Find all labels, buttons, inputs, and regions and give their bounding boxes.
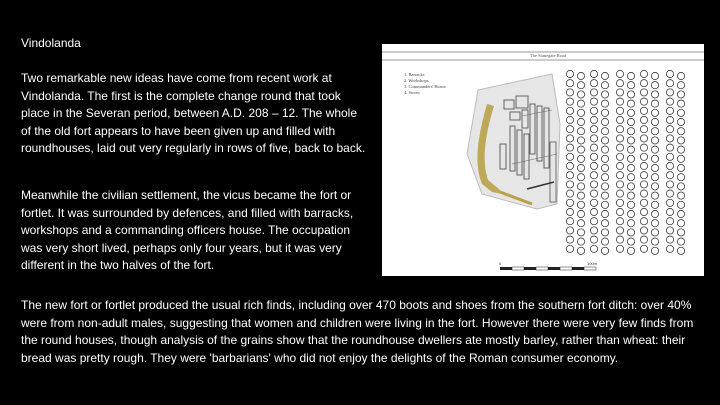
roundhouse (627, 155, 634, 162)
roundhouse (601, 183, 608, 190)
roundhouse (627, 164, 634, 171)
roundhouse (616, 172, 623, 179)
roundhouse (677, 146, 684, 153)
roundhouse (566, 135, 573, 142)
roundhouse (651, 72, 658, 79)
roundhouse (640, 245, 647, 252)
legend-item-commanders-house: 3. Commanders' House (404, 84, 446, 89)
roundhouse (601, 238, 608, 245)
roundhouse (651, 118, 658, 125)
roundhouse (651, 174, 658, 181)
roundhouse (651, 238, 658, 245)
roundhouse (677, 82, 684, 89)
roundhouse (616, 153, 623, 160)
roundhouse (566, 162, 573, 169)
roundhouse (590, 181, 597, 188)
roundhouse (616, 107, 623, 114)
roundhouse (651, 137, 658, 144)
roundhouse (677, 128, 684, 135)
roundhouse (616, 80, 623, 87)
roundhouse (666, 80, 673, 87)
roundhouse (616, 245, 623, 252)
roundhouse (616, 162, 623, 169)
roundhouse (677, 183, 684, 190)
roundhouse (677, 210, 684, 217)
roundhouse (640, 135, 647, 142)
roundhouse (590, 172, 597, 179)
roundhouse (666, 199, 673, 206)
roundhouse (666, 98, 673, 105)
roundhouse (616, 116, 623, 123)
roundhouse (590, 245, 597, 252)
roundhouse (566, 181, 573, 188)
roundhouse (666, 172, 673, 179)
roundhouse (601, 174, 608, 181)
roundhouse (566, 98, 573, 105)
roundhouse (590, 144, 597, 151)
roundhouse (590, 135, 597, 142)
roundhouse (601, 229, 608, 236)
roundhouse (577, 100, 584, 107)
roundhouse (590, 107, 597, 114)
roundhouse (616, 144, 623, 151)
roundhouse (601, 210, 608, 217)
roundhouse (640, 199, 647, 206)
roundhouse (666, 218, 673, 225)
roundhouse (566, 190, 573, 197)
roundhouse (651, 100, 658, 107)
scale-end-label: 100m (587, 261, 598, 266)
roundhouse (590, 98, 597, 105)
roundhouse (666, 236, 673, 243)
roundhouse (577, 146, 584, 153)
roundhouse (566, 208, 573, 215)
roundhouse (627, 72, 634, 79)
roundhouse (640, 144, 647, 151)
roundhouse (590, 70, 597, 77)
roundhouse (627, 109, 634, 116)
roundhouse (566, 89, 573, 96)
roundhouse (577, 183, 584, 190)
roundhouse (640, 107, 647, 114)
roundhouse (677, 220, 684, 227)
roundhouse (640, 172, 647, 179)
roundhouse (577, 109, 584, 116)
roundhouse (590, 162, 597, 169)
roundhouse (627, 174, 634, 181)
roundhouse (566, 245, 573, 252)
roundhouse (590, 153, 597, 160)
roundhouse (616, 208, 623, 215)
roundhouse (566, 227, 573, 234)
roundhouse (590, 218, 597, 225)
roundhouse (577, 229, 584, 236)
roundhouse (640, 190, 647, 197)
roundhouse (627, 220, 634, 227)
roundhouse (627, 238, 634, 245)
legend-item-barracks: 1. Barracks (404, 72, 425, 77)
roundhouse (651, 183, 658, 190)
roundhouse (666, 107, 673, 114)
roundhouse (601, 91, 608, 98)
roundhouse (590, 236, 597, 243)
roundhouse (616, 199, 623, 206)
roundhouse (566, 70, 573, 77)
roundhouse (666, 208, 673, 215)
roundhouse (566, 80, 573, 87)
roundhouse (566, 126, 573, 133)
roundhouse (640, 126, 647, 133)
roundhouse (640, 98, 647, 105)
roundhouse (601, 247, 608, 254)
roundhouse (666, 126, 673, 133)
roundhouse (601, 128, 608, 135)
roundhouse (566, 236, 573, 243)
map-legend (404, 72, 446, 95)
roundhouse (577, 164, 584, 171)
roundhouse (601, 109, 608, 116)
roundhouse (651, 146, 658, 153)
roundhouse (577, 82, 584, 89)
roundhouse (616, 70, 623, 77)
roundhouse (677, 229, 684, 236)
roundhouse (627, 183, 634, 190)
roundhouse (677, 247, 684, 254)
roundhouse (677, 192, 684, 199)
roundhouse (577, 155, 584, 162)
roundhouse (577, 210, 584, 217)
roundhouse (666, 89, 673, 96)
roundhouse (677, 137, 684, 144)
roundhouse (601, 100, 608, 107)
roundhouse (566, 153, 573, 160)
roundhouse (577, 118, 584, 125)
roundhouse (590, 89, 597, 96)
roundhouse (601, 137, 608, 144)
roundhouse (616, 218, 623, 225)
roundhouse (640, 80, 647, 87)
roundhouse (616, 135, 623, 142)
roundhouse (601, 155, 608, 162)
roundhouse (566, 218, 573, 225)
roundhouse (651, 210, 658, 217)
roundhouse (616, 98, 623, 105)
roundhouse (651, 82, 658, 89)
roundhouse (566, 144, 573, 151)
roundhouse (616, 181, 623, 188)
roundhouse (651, 109, 658, 116)
roundhouse (577, 137, 584, 144)
roundhouse (616, 126, 623, 133)
roundhouse (627, 82, 634, 89)
roundhouse (590, 227, 597, 234)
roundhouse (677, 72, 684, 79)
roundhouse (601, 118, 608, 125)
roundhouse (590, 116, 597, 123)
roundhouse (677, 91, 684, 98)
road-label: The Stanegate Road (530, 53, 567, 58)
roundhouse (590, 199, 597, 206)
roundhouse (651, 220, 658, 227)
roundhouse (577, 174, 584, 181)
scale-start-label: 0 (499, 261, 502, 266)
roundhouse (627, 128, 634, 135)
roundhouse (601, 220, 608, 227)
paragraph-severan-roundhouses: Two remarkable new ideas have come from recent work at Vindolanda. The first is the complete change round that took place in the Severan period, between A.D. 208 – 12. The whole of the old fort appears to have been given up and filled with roundhouses, laid out very regularly in rows of five, back to back. (21, 71, 366, 155)
paragraph-finds: The new fort or fortlet produced the usual rich finds, including over 470 boots and shoes from the southern fort ditch: over 40% were from non-adult males, suggesting that women and children were living in the fort. However there were very few finds from the round houses, though analysis of the grains show that the roundhouse dwellers ate mostly barley, rather than wheat: their bread was pretty rough. They were 'barbarians' who did not enjoy the delights of the Roman consumer economy. (21, 298, 694, 365)
roundhouse (601, 192, 608, 199)
roundhouse (601, 164, 608, 171)
roundhouse (566, 107, 573, 114)
roundhouse (627, 229, 634, 236)
roundhouse (666, 135, 673, 142)
roundhouse (590, 190, 597, 197)
roundhouse (651, 247, 658, 254)
roundhouse (651, 91, 658, 98)
roundhouse (566, 116, 573, 123)
roundhouse (651, 128, 658, 135)
roundhouse (666, 181, 673, 188)
roundhouse (640, 89, 647, 96)
roundhouse (616, 190, 623, 197)
roundhouse (640, 236, 647, 243)
roundhouse (651, 155, 658, 162)
roundhouse (666, 245, 673, 252)
roundhouse (651, 164, 658, 171)
roundhouse (640, 227, 647, 234)
roundhouse (601, 201, 608, 208)
slide-title: Vindolanda (21, 36, 81, 50)
roundhouse (640, 181, 647, 188)
roundhouse (677, 155, 684, 162)
roundhouse (627, 210, 634, 217)
roundhouse (666, 153, 673, 160)
roundhouse (666, 162, 673, 169)
roundhouse (640, 70, 647, 77)
roundhouse (577, 128, 584, 135)
roundhouse (640, 208, 647, 215)
roundhouse (677, 174, 684, 181)
roundhouse (640, 218, 647, 225)
roundhouse (577, 220, 584, 227)
roundhouse (627, 137, 634, 144)
roundhouse (677, 164, 684, 171)
roundhouse (577, 91, 584, 98)
roundhouse (651, 192, 658, 199)
roundhouse (677, 100, 684, 107)
roundhouse (601, 82, 608, 89)
roundhouse (577, 72, 584, 79)
roundhouse (577, 238, 584, 245)
legend-item-stores: 4. Stores (404, 90, 420, 95)
roundhouse (627, 91, 634, 98)
roundhouse (627, 118, 634, 125)
roundhouse (677, 201, 684, 208)
roundhouse (616, 227, 623, 234)
roundhouse (590, 80, 597, 87)
site-plan-map (382, 44, 704, 276)
roundhouse (566, 172, 573, 179)
roundhouse-grid (566, 70, 684, 254)
roundhouse (651, 201, 658, 208)
roundhouse (666, 227, 673, 234)
roundhouse (601, 72, 608, 79)
roundhouse (651, 229, 658, 236)
roundhouse (666, 190, 673, 197)
scale-bar (499, 261, 598, 270)
roundhouse (566, 199, 573, 206)
roundhouse (627, 247, 634, 254)
roundhouse (627, 192, 634, 199)
roundhouse (601, 146, 608, 153)
roundhouse (616, 236, 623, 243)
roundhouse (590, 208, 597, 215)
roundhouse (590, 126, 597, 133)
roundhouse (677, 238, 684, 245)
roundhouse (627, 201, 634, 208)
roundhouse (627, 100, 634, 107)
roundhouse (640, 116, 647, 123)
roundhouse (640, 153, 647, 160)
roundhouse (577, 247, 584, 254)
roundhouse (577, 201, 584, 208)
roundhouse (577, 192, 584, 199)
roundhouse (616, 89, 623, 96)
roundhouse (640, 162, 647, 169)
roundhouse (666, 144, 673, 151)
roundhouse (677, 118, 684, 125)
roundhouse (666, 70, 673, 77)
roundhouse (666, 116, 673, 123)
legend-item-workshops: 2. Workshops (404, 78, 429, 83)
paragraph-vicus-fortlet: Meanwhile the civilian settlement, the vicus became the fort or fortlet. It was surrounded by defences, and filled with barracks, workshops and a commanding officers house. The occupation was very short lived, perhaps only four years, but it was very different in the two halves of the fort. (21, 188, 354, 272)
roundhouse (627, 146, 634, 153)
roundhouse (677, 109, 684, 116)
